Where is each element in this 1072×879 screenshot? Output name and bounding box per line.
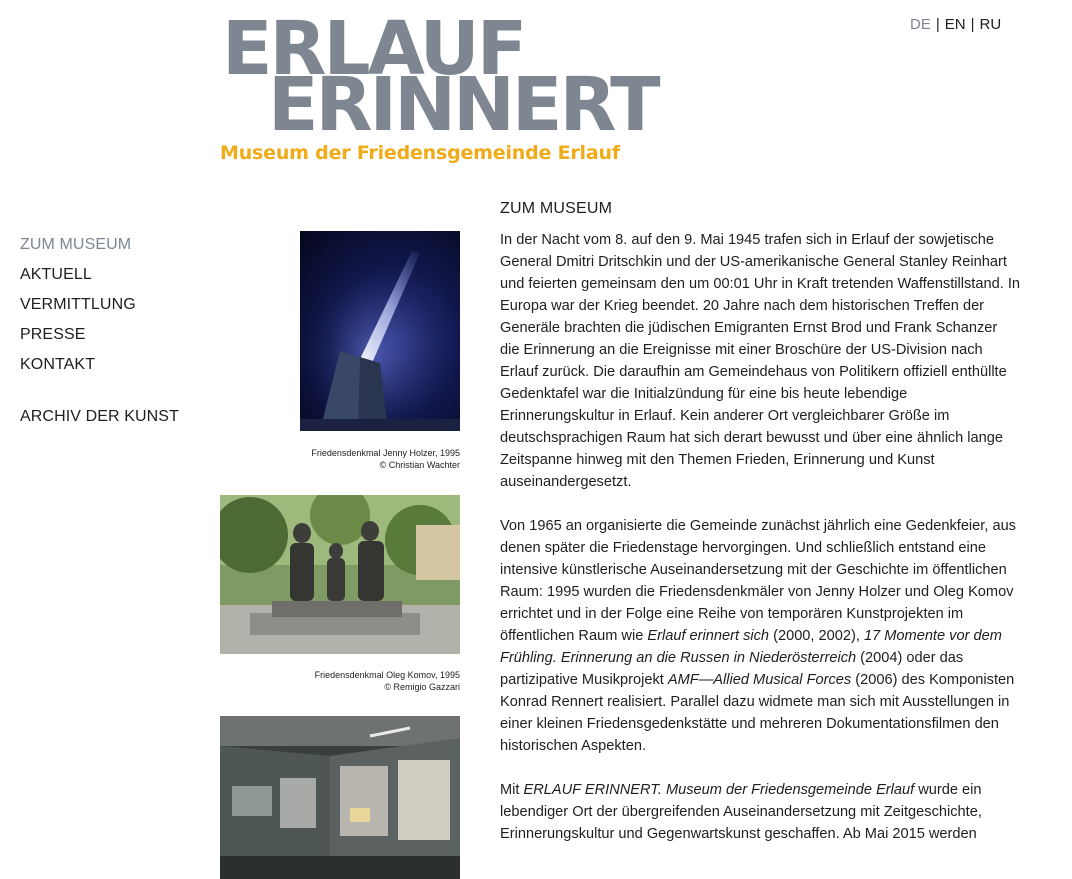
paragraph-1: In der Nacht vom 8. auf den 9. Mai 1945 trafen sich in Erlauf der sowjetische General Dmitri Dritschkin und der US-amerikanische General Stanley Reinhart und feierten gemeinsam den um 00:01 Uhr in Kraft tretenden Waffenstillstand. In Europa war der Krieg beendet. 20 Jahre nach dem historischen Treffen der Generäle brachten die jüdischen Emigranten Ernst Brod und Frank Schanzer die Erinnerung an die Ereignisse mit einer Broschüre der US-Division nach Erlauf zurück. Die daraufhin am Gemeindehaus von Politikern offiziell enthüllte Gedenktafel war die Initialzündung für eine bis heute lebendige Erinnerungskultur in Erlauf. Kein anderer Ort vergleichbarer Größe im deutschsprachigen Raum hat sich derart bewusst und über eine ähnlich lange Zeitspanne hinweg mit den Themen Frieden, Erinnerung und Kunst auseinandergesetzt.: [500, 232, 1020, 490]
logo-subtitle: Museum der Friedensgemeinde Erlauf: [220, 142, 620, 164]
photo-jenny-holzer-monument: [300, 231, 460, 431]
photo-museum-exhibition: [220, 716, 460, 879]
paragraph-2: Von 1965 an organisierte die Gemeinde zunächst jährlich eine Gedenkfeier, aus denen später die Friedenstage hervorgingen. Und schließlich entstand eine intensive künstlerische Auseinandersetzung mit der Geschichte im öffentlichen Raum: 1995 wurden die Friedensdenkmäler von Jenny Holzer und Oleg Komov errichtet und in der Folge eine Reihe von temporären Kunstprojekten im öffentlichen Raum wie Erlauf erinnert sich (2000, 2002), 17 Momente vor dem Frühling. Erinnerung an die Russen in Niederösterreich (2004) oder das partizipative Musikprojekt AMF—Allied Musical Forces (2006) des Komponisten Konrad Rennert realisiert. Parallel dazu widmete man sich mit Ausstellungen in einer kleinen Friedensgedenkstätte und mehreren Dokumentationsfilmen den historischen Aspekten.: [500, 518, 1016, 754]
photo-caption: Friedensdenkmal Oleg Komov, 1995 © Remigio Gazzari: [314, 670, 460, 692]
nav-item-archiv-der-kunst[interactable]: ARCHIV DER KUNST: [20, 408, 179, 425]
photo-oleg-komov-monument: [220, 495, 460, 654]
lang-de-link[interactable]: DE: [910, 16, 931, 33]
main-navigation: [20, 230, 179, 432]
main-content: [500, 200, 1020, 867]
page-title: ZUM MUSEUM: [500, 200, 613, 217]
lang-separator: |: [970, 16, 975, 33]
lang-separator: |: [935, 16, 940, 33]
photo-caption: Friedensdenkmal Jenny Holzer, 1995 © Christian Wachter: [311, 448, 460, 470]
nav-item-vermittlung[interactable]: VERMITTLUNG: [20, 296, 136, 313]
site-logo[interactable]: [220, 6, 658, 172]
language-switcher: [910, 16, 1001, 33]
paragraph-3: Mit ERLAUF ERINNERT. Museum der Friedensgemeinde Erlauf wurde ein lebendiger Ort der übergreifenden Auseinandersetzung mit Zeitgeschichte, Erinnerungskultur und Gegenwartskunst geschaffen. Ab Mai 2015 werden: [500, 782, 982, 842]
nav-item-zum-museum[interactable]: ZUM MUSEUM: [20, 236, 132, 253]
nav-item-aktuell[interactable]: AKTUELL: [20, 266, 92, 283]
nav-item-presse[interactable]: PRESSE: [20, 326, 86, 343]
lang-en-link[interactable]: EN: [944, 16, 966, 33]
nav-item-kontakt[interactable]: KONTAKT: [20, 356, 96, 373]
logo-line-1: ERLAUF: [222, 6, 525, 92]
lang-ru-link[interactable]: RU: [979, 16, 1002, 33]
logo-line-2: ERINNERT: [268, 62, 658, 148]
